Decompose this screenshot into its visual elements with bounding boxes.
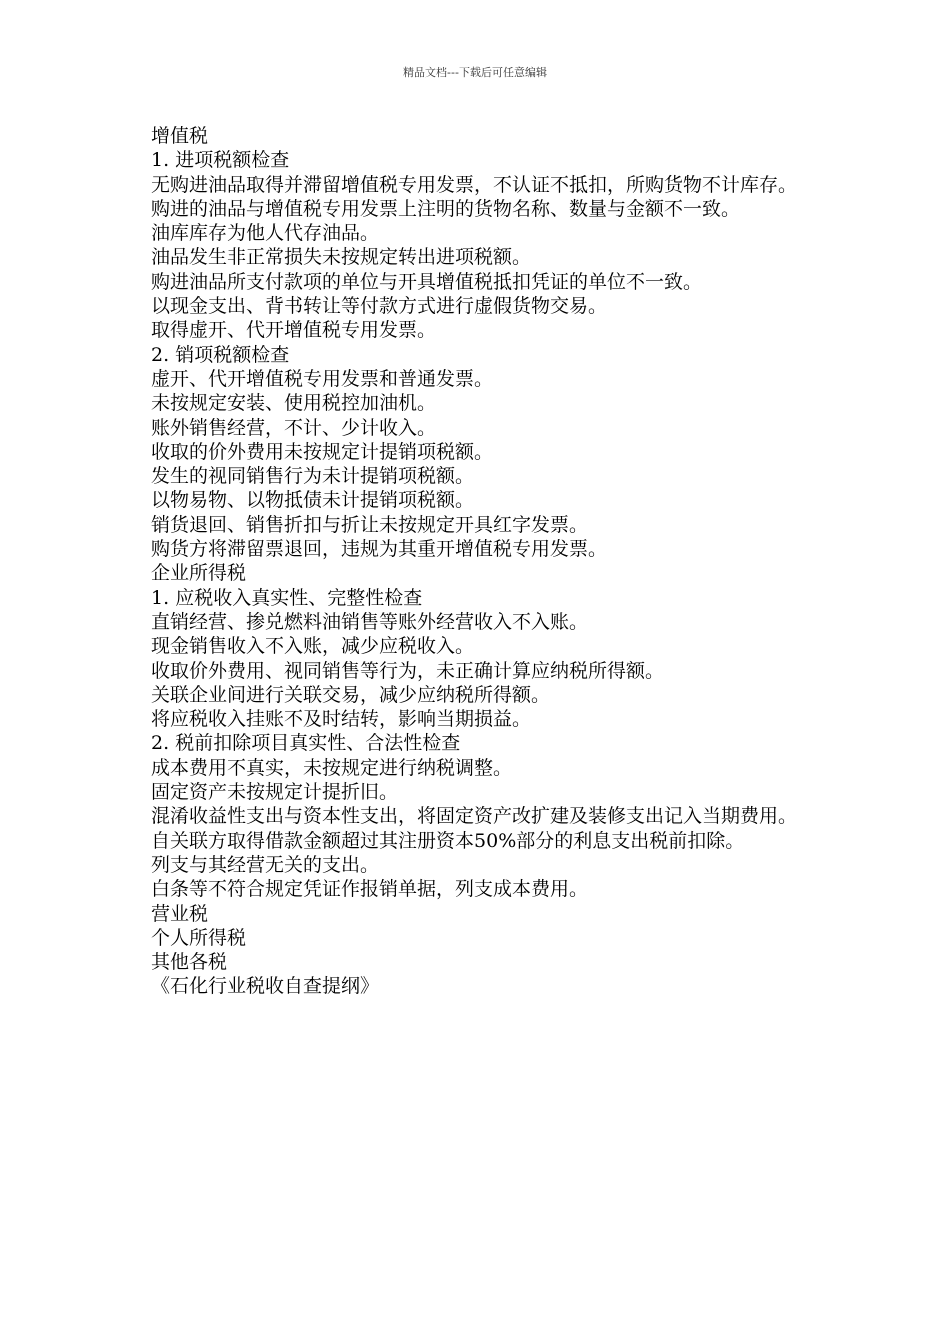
list-item: 列支与其经营无关的支出。 <box>145 853 380 876</box>
subsection-heading: 1. 应税收入真实性、完整性检查 <box>145 586 423 609</box>
list-item: 混淆收益性支出与资本性支出，将固定资产改扩建及装修支出记入当期费用。 <box>145 805 798 828</box>
list-item: 购货方将滞留票退回，违规为其重开增值税专用发票。 <box>145 538 608 561</box>
list-item: 虚开、代开增值税专用发票和普通发票。 <box>145 367 494 390</box>
list-item: 固定资产未按规定计提折旧。 <box>145 781 399 804</box>
list-item: 以物易物、以物抵债未计提销项税额。 <box>145 489 475 512</box>
document-body <box>145 124 813 999</box>
list-item: 关联企业间进行关联交易，减少应纳税所得额。 <box>145 683 551 706</box>
list-item: 直销经营、掺兑燃料油销售等账外经营收入不入账。 <box>145 610 589 633</box>
section-heading: 增值税 <box>145 125 209 147</box>
list-item: 成本费用不真实，未按规定进行纳税调整。 <box>145 756 513 779</box>
list-item: 现金销售收入不入账，减少应税收入。 <box>145 635 475 658</box>
section-heading: 个人所得税 <box>145 926 247 949</box>
list-item: 收取的价外费用未按规定计提销项税额。 <box>145 440 494 463</box>
list-item: 将应税收入挂账不及时结转，影响当期损益。 <box>145 708 532 731</box>
list-item: 自关联方取得借款金额超过其注册资本50%部分的利息支出税前扣除。 <box>145 829 745 852</box>
list-item: 账外销售经营，不计、少计收入。 <box>145 416 437 439</box>
list-item: 白条等不符合规定凭证作报销单据，列支成本费用。 <box>145 878 589 901</box>
list-item: 购进的油品与增值税专用发票上注明的货物名称、数量与金额不一致。 <box>145 197 741 220</box>
list-item: 收取价外费用、视同销售等行为，未正确计算应纳税所得额。 <box>145 659 665 682</box>
subsection-heading: 1. 进项税额检查 <box>145 149 290 172</box>
list-item: 油品发生非正常损失未按规定转出进项税额。 <box>145 246 532 269</box>
list-item: 无购进油品取得并滞留增值税专用发票，不认证不抵扣，所购货物不计库存。 <box>145 173 798 196</box>
document-title: 《石化行业税收自查提纲》 <box>145 975 380 998</box>
list-item: 销货退回、销售折扣与折让未按规定开具红字发票。 <box>145 513 589 536</box>
list-item: 取得虚开、代开增值税专用发票。 <box>145 319 437 342</box>
list-item: 油库库存为他人代存油品。 <box>145 222 380 245</box>
section-heading: 其他各税 <box>145 951 228 974</box>
list-item: 发生的视同销售行为未计提销项税额。 <box>145 465 475 488</box>
subsection-heading: 2. 税前扣除项目真实性、合法性检查 <box>145 732 461 755</box>
section-heading: 营业税 <box>145 902 209 925</box>
list-item: 未按规定安装、使用税控加油机。 <box>145 392 437 415</box>
section-heading: 企业所得税 <box>145 562 247 585</box>
list-item: 以现金支出、背书转让等付款方式进行虚假货物交易。 <box>145 295 608 318</box>
subsection-heading: 2. 销项税额检查 <box>145 343 290 366</box>
page-header: 精品文档---下载后可任意编辑 <box>403 66 547 79</box>
list-item: 购进油品所支付款项的单位与开具增值税抵扣凭证的单位不一致。 <box>145 270 703 293</box>
